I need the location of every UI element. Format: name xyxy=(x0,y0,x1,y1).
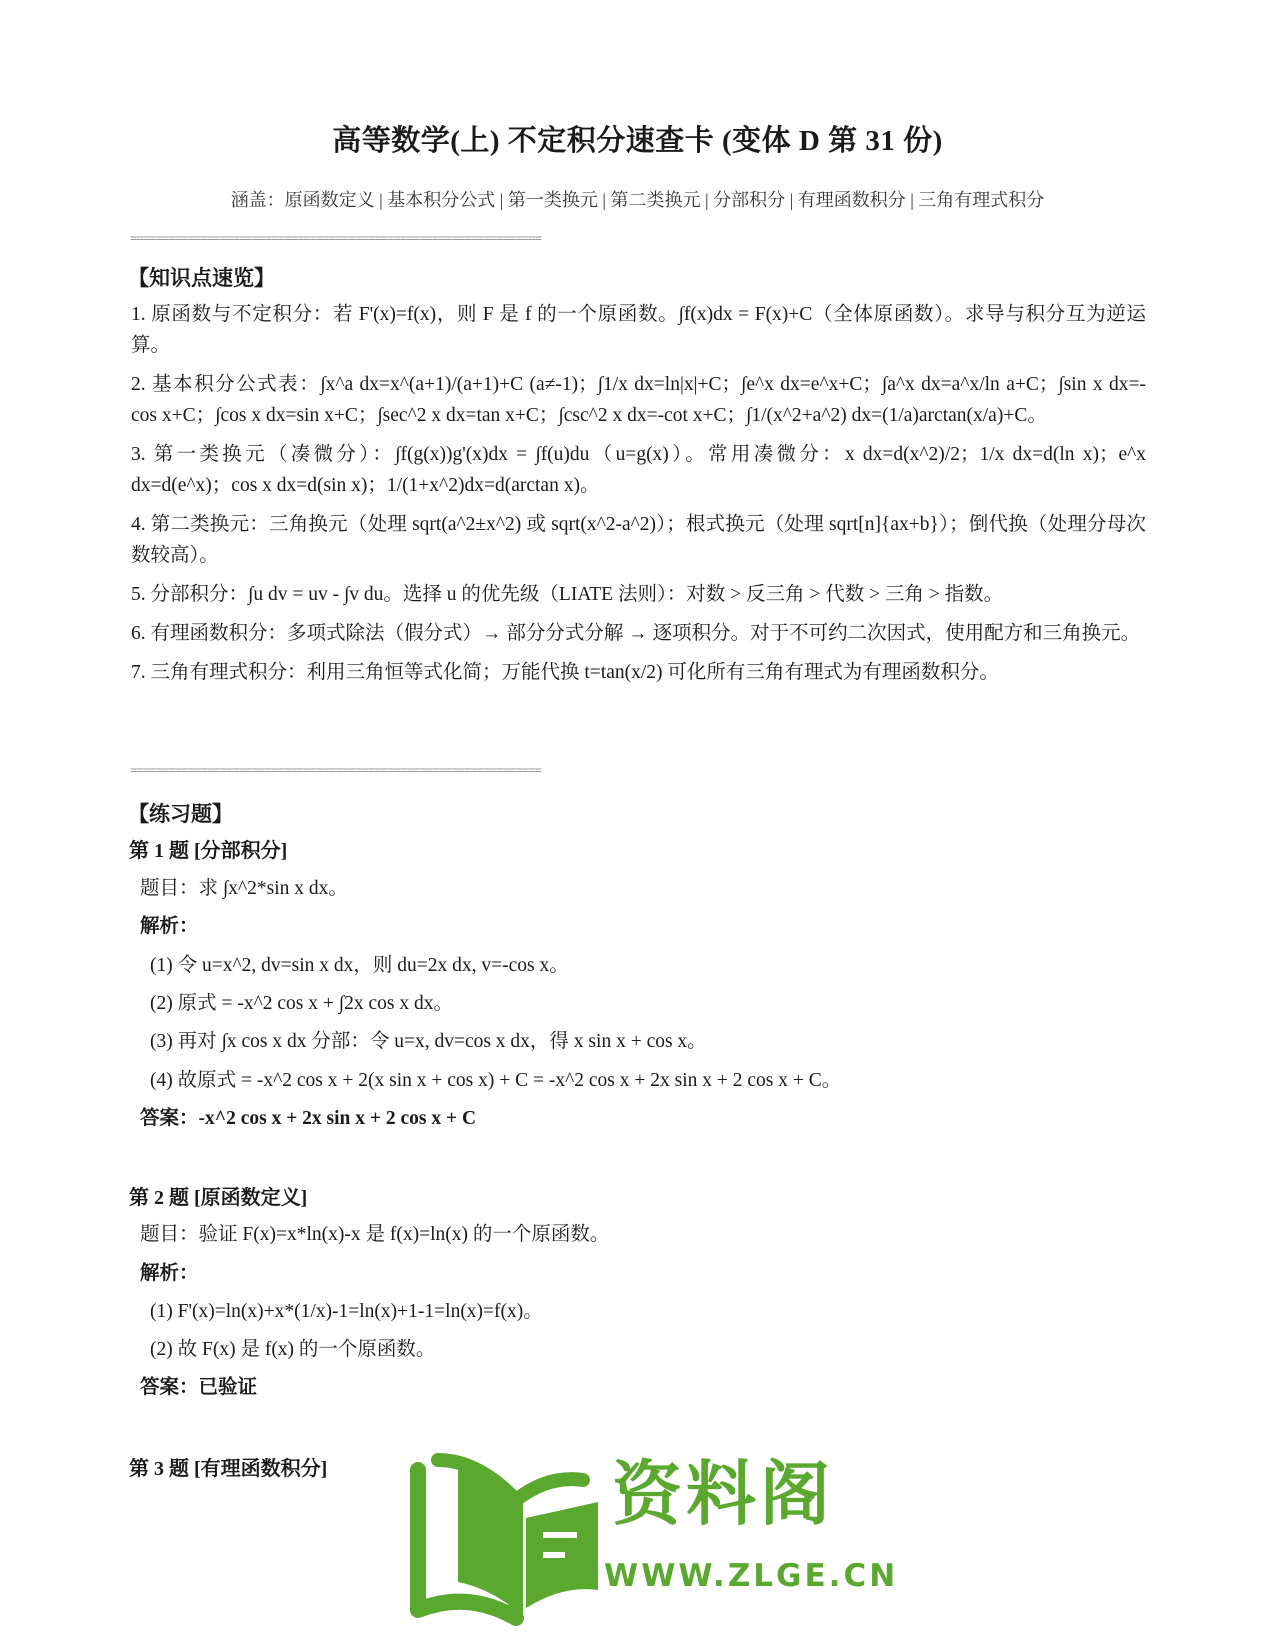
solution-step: (4) 故原式 = -x^2 cos x + 2(x sin x + cos x) + C = -x^2 cos x + 2x sin x + 2 cos x + C。 xyxy=(150,1070,842,1091)
knowledge-item: 5. 分部积分：∫u dv = uv - ∫v du。选择 u 的优先级（LIATE 法则）：对数 > 反三角 > 代数 > 三角 > 指数。 xyxy=(131,584,1004,605)
page-subtitle: 涵盖：原函数定义 | 基本积分公式 | 第一类换元 | 第二类换元 | 分部积分 | 有理函数积分 | 三角有理式积分 xyxy=(230,190,1045,210)
knowledge-item: 7. 三角有理式积分：利用三角恒等式化简；万能代换 t=tan(x/2) 可化所有三角有理式为有理函数积分。 xyxy=(131,662,999,683)
question-prompt: 题目：求 ∫x^2*sin x dx。 xyxy=(140,878,348,899)
page-title: 高等数学(上) 不定积分速查卡 (变体 D 第 31 份) xyxy=(332,125,943,157)
question-title: 第 1 题 [分部积分] xyxy=(129,840,288,862)
knowledge-item: 6. 有理函数积分：多项式除法（假分式）→ 部分分式分解 → 逐项积分。对于不可约二次因式，使用配方和三角换元。 xyxy=(131,623,1141,644)
solution-step: (2) 原式 = -x^2 cos x + ∫2x cos x dx。 xyxy=(150,993,453,1014)
answer-line: 答案：已验证 xyxy=(140,1377,258,1398)
knowledge-list xyxy=(131,299,1146,696)
analysis-label: 解析： xyxy=(140,916,199,937)
watermark-name: 资料阁 xyxy=(612,1453,834,1535)
knowledge-item: 2. 基本积分公式表：∫x^a dx=x^(a+1)/(a+1)+C (a≠-1)；∫1/x dx=ln|x|+C；∫e^x dx=e^x+C；∫a^x dx=a^x/ln a+C；∫sin x dx=-cos x+C；∫cos x dx=sin x+C；∫sec^2 x dx=tan x+C；∫csc^2 x dx=-cot x+C；∫1/(x^2+a^2) dx=(1/a)arctan(x/a)+C。 xyxy=(131,374,1146,426)
divider-rule: ================================================================ xyxy=(130,231,542,245)
knowledge-item: 1. 原函数与不定积分：若 F'(x)=f(x)，则 F 是 f 的一个原函数。∫f(x)dx = F(x)+C（全体原函数）。求导与积分互为逆运算。 xyxy=(131,304,1146,356)
knowledge-item: 3. 第一类换元（凑微分）：∫f(g(x))g'(x)dx = ∫f(u)du（u=g(x)）。常用凑微分：x dx=d(x^2)/2；1/x dx=d(ln x)；e^x dx=d(e^x)；cos x dx=d(sin x)；1/(1+x^2)dx=d(arctan x)。 xyxy=(131,444,1146,496)
answer-line: 答案：-x^2 cos x + 2x sin x + 2 cos x + C xyxy=(140,1108,477,1129)
solution-step: (3) 再对 ∫x cos x dx 分部：令 u=x, dv=cos x dx，得 x sin x + cos x。 xyxy=(150,1031,707,1052)
question-title: 第 2 题 [原函数定义] xyxy=(129,1187,308,1209)
question-title: 第 3 题 [有理函数积分] xyxy=(129,1458,328,1480)
question-prompt: 题目：验证 F(x)=x*ln(x)-x 是 f(x)=ln(x) 的一个原函数。 xyxy=(140,1224,610,1245)
divider-rule: ================================================================ xyxy=(130,763,542,777)
knowledge-item: 4. 第二类换元：三角换元（处理 sqrt(a^2±x^2) 或 sqrt(x^2-a^2)）；根式换元（处理 sqrt[n]{ax+b}）；倒代换（处理分母次数较高）。 xyxy=(131,514,1146,566)
solution-step: (2) 故 F(x) 是 f(x) 的一个原函数。 xyxy=(150,1339,436,1360)
exercises-heading: 【练习题】 xyxy=(128,802,233,826)
watermark-url: WWW.ZLGE.CN xyxy=(604,1558,899,1594)
knowledge-heading: 【知识点速览】 xyxy=(128,266,275,290)
analysis-label: 解析： xyxy=(140,1263,199,1284)
solution-step: (1) F'(x)=ln(x)+x*(1/x)-1=ln(x)+1-1=ln(x)=f(x)。 xyxy=(150,1301,543,1322)
solution-step: (1) 令 u=x^2, dv=sin x dx，则 du=2x dx, v=-cos x。 xyxy=(150,955,569,976)
